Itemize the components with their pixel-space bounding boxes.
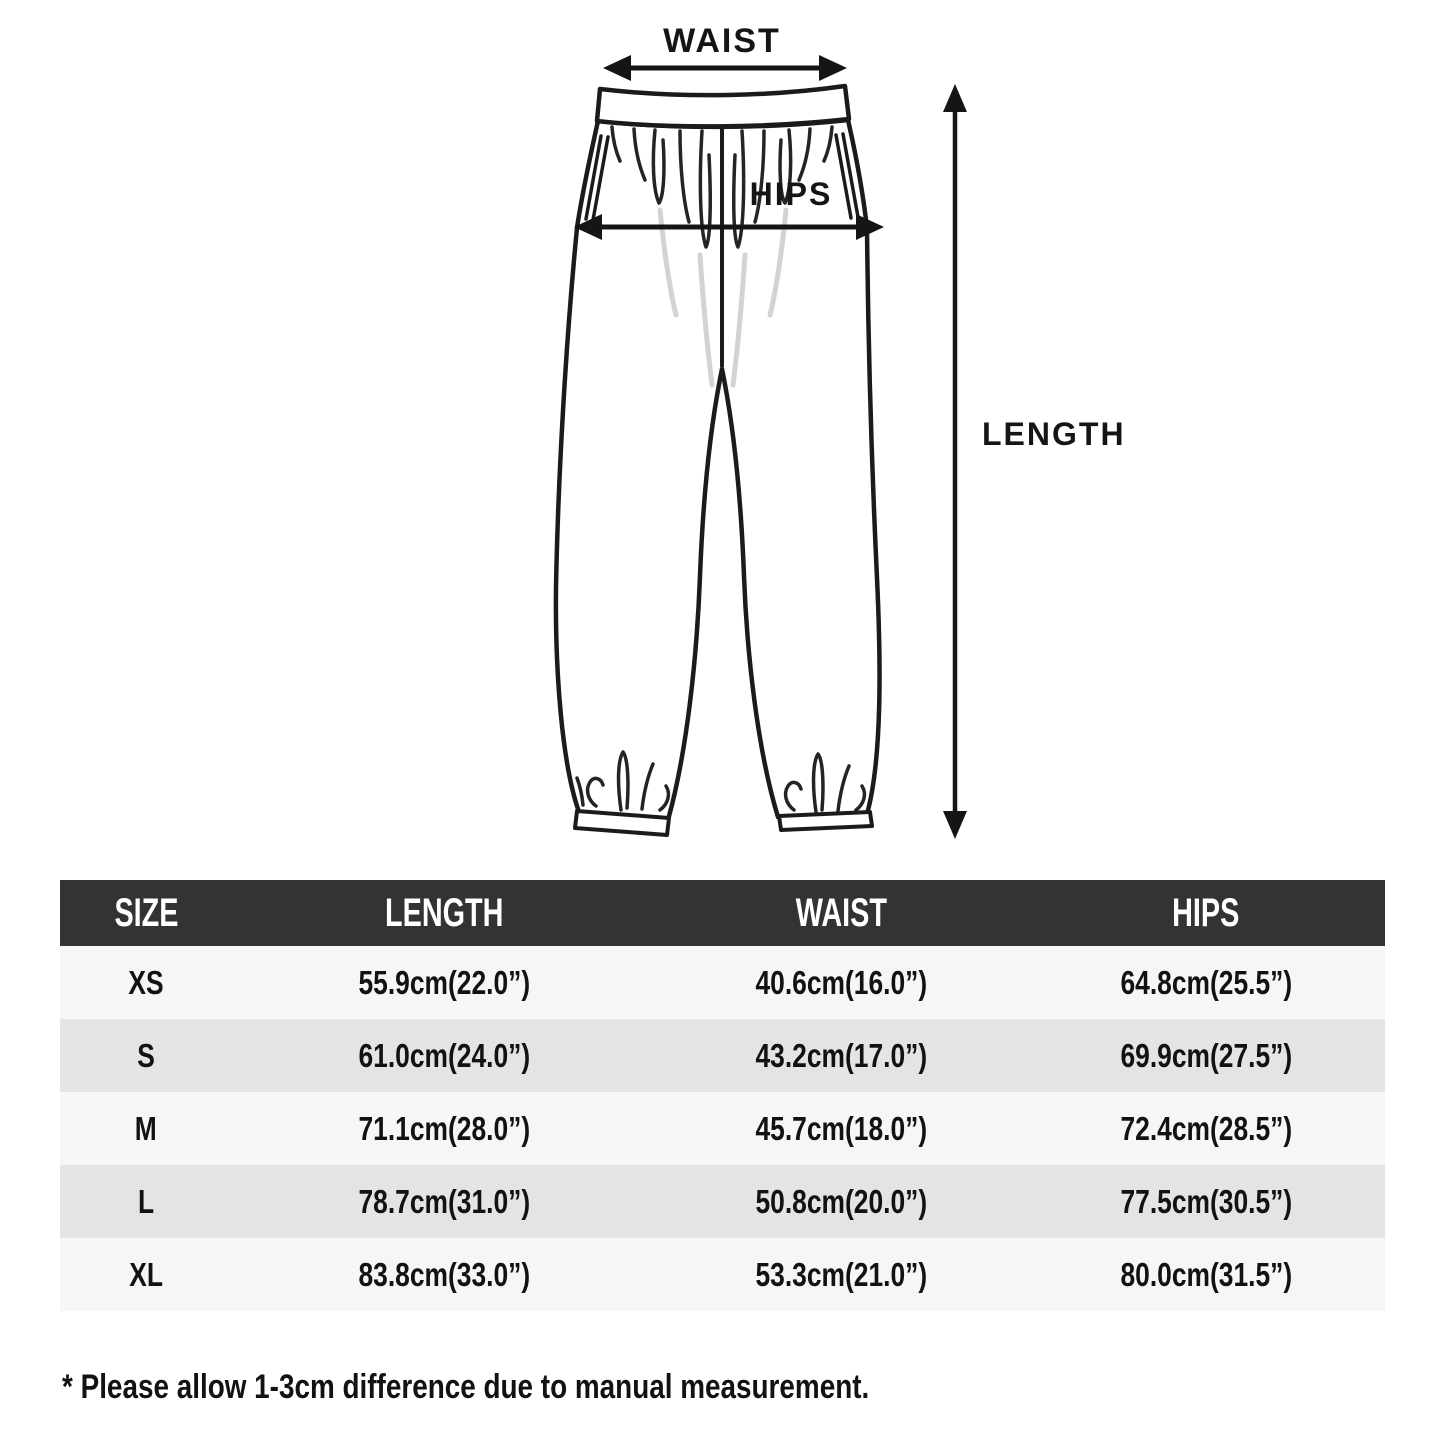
cell-hips: 72.4cm(28.5”) bbox=[1120, 1109, 1292, 1147]
table-row-m bbox=[60, 1092, 1385, 1165]
ankle-gather-lines bbox=[577, 752, 864, 812]
header-waist-label: WAIST bbox=[796, 890, 888, 935]
cell-hips: 64.8cm(25.5”) bbox=[1120, 963, 1292, 1001]
arrow-right-icon bbox=[856, 214, 884, 240]
table-row-s bbox=[60, 1019, 1385, 1092]
cell-size: XL bbox=[129, 1255, 163, 1293]
size-table bbox=[60, 880, 1385, 1311]
measurement-note-text: * Please allow 1-3cm difference due to manual measurement. bbox=[62, 1368, 870, 1406]
cell-waist: 43.2cm(17.0”) bbox=[755, 1036, 928, 1074]
cell-length: 78.7cm(31.0”) bbox=[358, 1182, 531, 1220]
table-row-l bbox=[60, 1165, 1385, 1238]
arrow-left-icon bbox=[603, 55, 631, 81]
cell-waist: 40.6cm(16.0”) bbox=[755, 963, 928, 1001]
arrow-up-icon bbox=[943, 84, 967, 112]
waistband bbox=[597, 86, 849, 126]
cell-length: 55.9cm(22.0”) bbox=[358, 963, 531, 1001]
header-hips-label: HIPS bbox=[1172, 890, 1240, 935]
header-size-label: SIZE bbox=[114, 890, 179, 935]
header-waist bbox=[656, 880, 1027, 946]
waist-label: WAIST bbox=[663, 22, 781, 60]
cell-size: M bbox=[135, 1109, 158, 1147]
header-length-label: LENGTH bbox=[385, 890, 504, 935]
cell-length: 83.8cm(33.0”) bbox=[358, 1255, 531, 1293]
cell-waist: 45.7cm(18.0”) bbox=[755, 1109, 928, 1147]
header-hips bbox=[1027, 880, 1385, 946]
header-length bbox=[232, 880, 656, 946]
hips-label: HIPS bbox=[749, 176, 833, 212]
cell-size: XS bbox=[128, 963, 164, 1001]
arrow-right-icon bbox=[819, 55, 847, 81]
cell-size: L bbox=[138, 1182, 155, 1220]
cell-length: 71.1cm(28.0”) bbox=[358, 1109, 531, 1147]
cell-hips: 69.9cm(27.5”) bbox=[1120, 1036, 1292, 1074]
ankle-cuffs bbox=[575, 811, 872, 835]
size-table-header-row bbox=[60, 880, 1385, 946]
cell-waist: 53.3cm(21.0”) bbox=[755, 1255, 928, 1293]
table-row-xl bbox=[60, 1238, 1385, 1311]
measurement-note bbox=[62, 1368, 1046, 1407]
cell-size: S bbox=[137, 1036, 155, 1074]
arrow-down-icon bbox=[943, 811, 967, 839]
length-arrow bbox=[943, 84, 967, 839]
cell-waist: 50.8cm(20.0”) bbox=[755, 1182, 928, 1220]
cell-hips: 80.0cm(31.5”) bbox=[1120, 1255, 1292, 1293]
cell-hips: 77.5cm(30.5”) bbox=[1120, 1182, 1292, 1220]
header-size bbox=[60, 880, 232, 946]
cell-length: 61.0cm(24.0”) bbox=[358, 1036, 531, 1074]
length-label: LENGTH bbox=[982, 416, 1126, 452]
table-row-xs bbox=[60, 946, 1385, 1019]
